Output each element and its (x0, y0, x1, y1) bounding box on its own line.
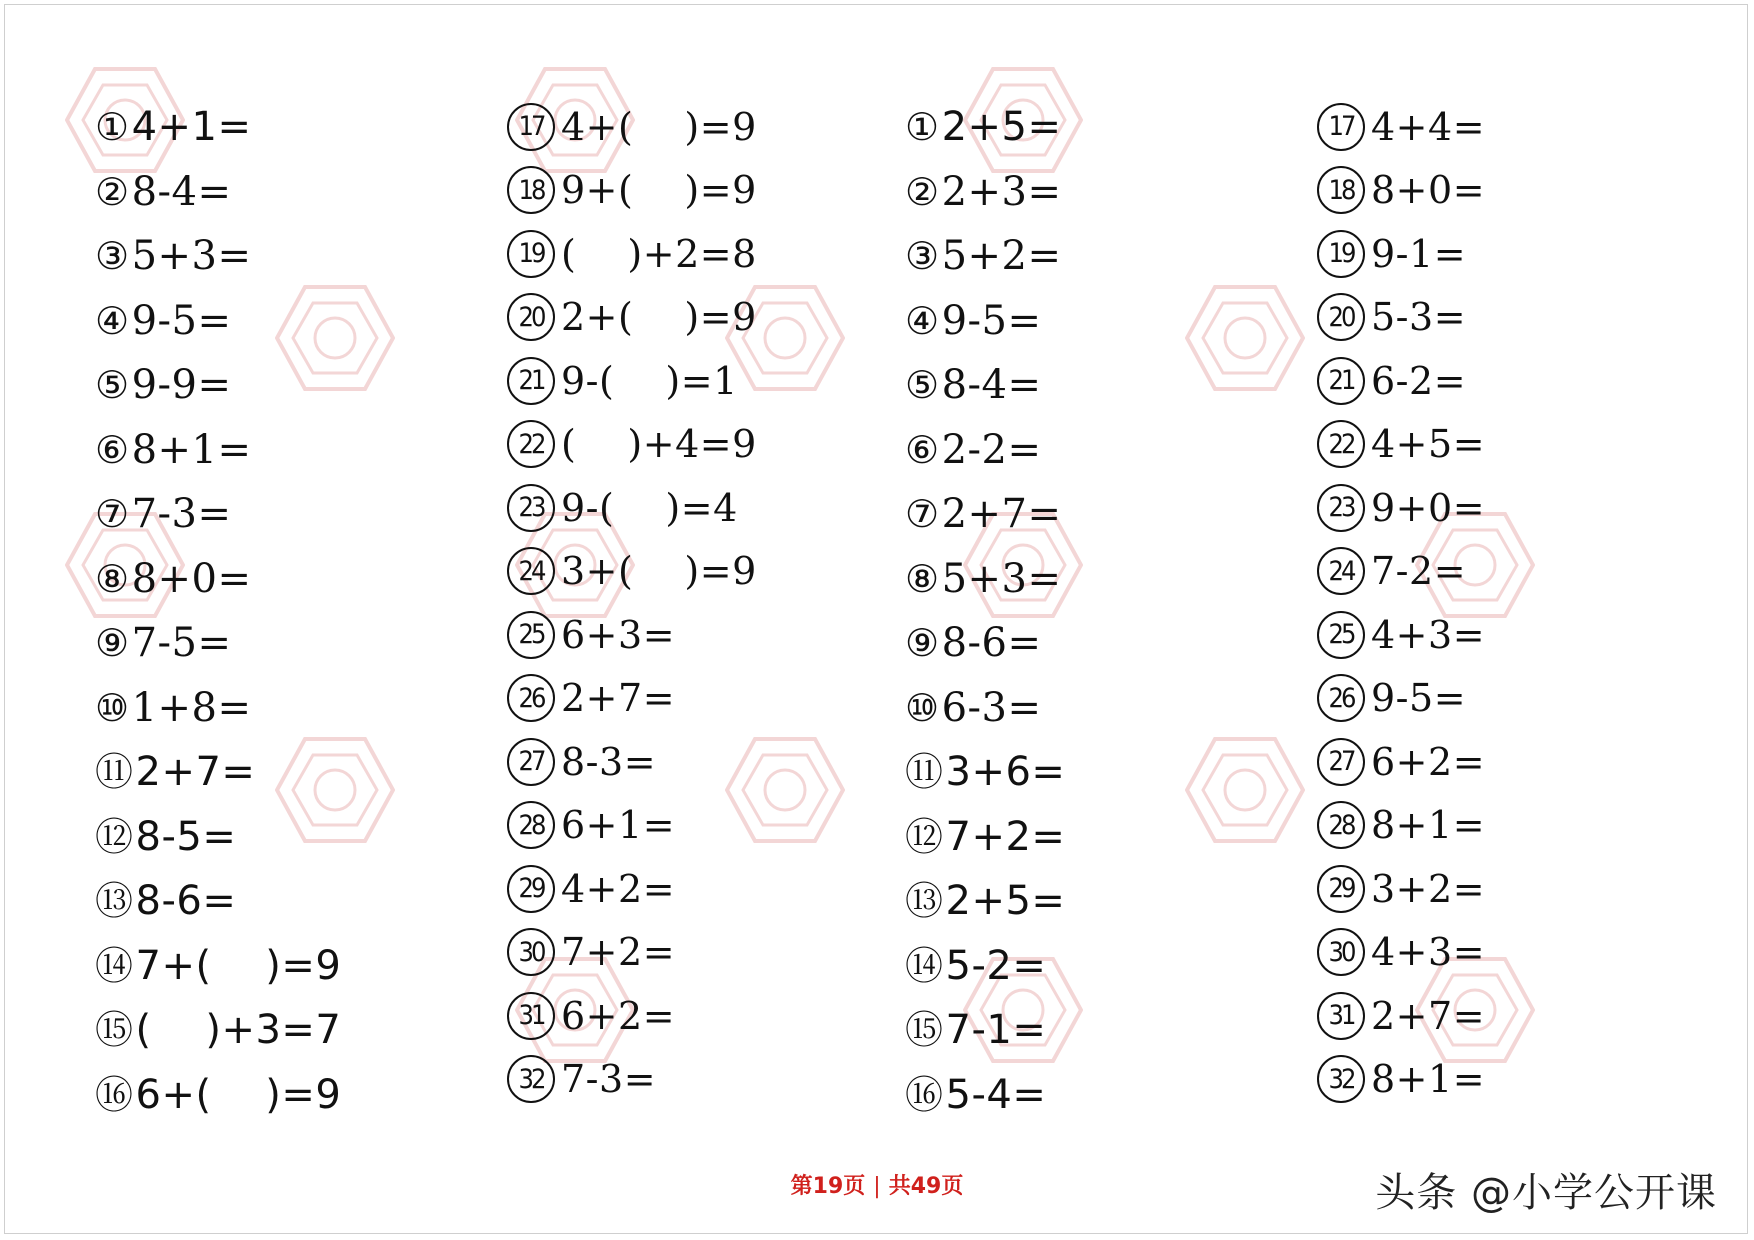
problem-expression: 8+0= (1371, 168, 1486, 213)
problem-expression: 9+0= (1371, 485, 1486, 530)
problem-row (905, 805, 1065, 870)
problem-number: ② (905, 169, 940, 214)
problem-row (507, 730, 757, 794)
problem-row (905, 160, 1065, 225)
problem-row (905, 353, 1065, 418)
problem-row (507, 667, 757, 731)
problem-row (1317, 794, 1485, 858)
problem-row (1317, 603, 1485, 667)
problem-row (95, 1063, 341, 1128)
problem-number: 23 (507, 484, 555, 532)
problem-number: 25 (507, 611, 555, 659)
problem-row (95, 676, 341, 741)
problem-row (95, 95, 341, 160)
problem-number: 20 (507, 293, 555, 341)
problem-expression: 5+3= (131, 233, 252, 280)
problem-row (507, 921, 757, 985)
problem-number: 30 (1317, 928, 1365, 976)
problem-expression: 7+2= (945, 813, 1066, 860)
problem-row (95, 869, 341, 934)
page-number: 第19页 (790, 1174, 866, 1199)
problem-number: ⑨ (905, 621, 940, 666)
problem-number: 31 (507, 992, 555, 1040)
problem-number: 17 (1317, 103, 1365, 151)
problem-expression: 8-6= (941, 620, 1042, 667)
problem-number: ⑪ (905, 750, 944, 795)
problem-row (1317, 857, 1485, 921)
problem-expression: 3+6= (945, 749, 1066, 796)
problem-expression: 6+2= (561, 993, 676, 1038)
problem-row (905, 95, 1065, 160)
problem-expression: 7-1= (945, 1007, 1047, 1054)
problem-row (507, 540, 757, 604)
problem-row (95, 224, 341, 289)
problem-row (507, 159, 757, 223)
problem-row (905, 869, 1065, 934)
problem-number: ⑧ (95, 556, 130, 601)
problem-expression: 5-4= (945, 1071, 1047, 1118)
column-2 (507, 95, 757, 1111)
problem-row (905, 482, 1065, 547)
problem-expression: 7-2= (1371, 549, 1467, 594)
problem-number: 24 (507, 547, 555, 595)
problem-row (905, 934, 1065, 999)
problem-number: 28 (507, 801, 555, 849)
problem-row (507, 603, 757, 667)
problem-expression: 6+2= (1371, 739, 1486, 784)
problem-number: 19 (1317, 230, 1365, 278)
problem-expression: 6-3= (941, 684, 1042, 731)
problem-expression: 5+2= (941, 233, 1062, 280)
problem-number: 26 (507, 674, 555, 722)
page-total: 共49页 (888, 1174, 964, 1199)
problem-expression: 8+1= (1371, 803, 1486, 848)
problem-row (1317, 476, 1485, 540)
problem-number: ⑯ (905, 1072, 944, 1117)
problem-row (95, 611, 341, 676)
problem-expression: 5+3= (941, 555, 1062, 602)
problem-row (507, 413, 757, 477)
problem-number: ⑫ (905, 814, 944, 859)
problem-number: ④ (905, 298, 940, 343)
problem-number: ② (95, 169, 130, 214)
problem-row (507, 857, 757, 921)
problem-expression: 9+( )=9 (561, 168, 757, 213)
brand-watermark: 头条 @小学公开课 (1375, 1170, 1717, 1216)
problem-row (95, 805, 341, 870)
problem-number: 26 (1317, 674, 1365, 722)
problem-number: ④ (95, 298, 130, 343)
problem-number: ⑬ (905, 879, 944, 924)
problem-row (905, 224, 1065, 289)
problem-number: 25 (1317, 611, 1365, 659)
problem-row (95, 418, 341, 483)
problem-row (1317, 730, 1485, 794)
problem-expression: 8-5= (135, 813, 237, 860)
problem-expression: 4+( )=9 (561, 104, 757, 149)
hexagon-watermark-icon (1185, 283, 1305, 393)
problem-number: 32 (507, 1055, 555, 1103)
problem-expression: 9-5= (941, 297, 1042, 344)
problem-expression: 9-( )=4 (561, 485, 738, 530)
problem-expression: 3+2= (1371, 866, 1486, 911)
problem-row (507, 984, 757, 1048)
problem-row (507, 1048, 757, 1112)
problem-number: ① (95, 105, 130, 150)
problem-row (1317, 349, 1485, 413)
problem-row (95, 482, 341, 547)
problem-expression: 6+1= (561, 803, 676, 848)
problem-number: ⑮ (905, 1008, 944, 1053)
problem-expression: ( )+3=7 (135, 1007, 342, 1054)
problem-expression: 4+4= (1371, 104, 1486, 149)
problem-number: 27 (1317, 738, 1365, 786)
problem-number: ⑩ (905, 685, 940, 730)
problem-row (1317, 286, 1485, 350)
problem-number: 21 (507, 357, 555, 405)
problem-expression: 4+2= (561, 866, 676, 911)
problem-number: ⑮ (95, 1008, 134, 1053)
problem-number: ⑯ (95, 1072, 134, 1117)
problem-expression: 4+3= (1371, 612, 1486, 657)
problem-expression: 5-2= (945, 942, 1047, 989)
problem-row (1317, 159, 1485, 223)
problem-row (95, 353, 341, 418)
problem-row (507, 286, 757, 350)
problem-expression: 6-2= (1371, 358, 1467, 403)
problem-expression: 6+3= (561, 612, 676, 657)
problem-expression: 7-5= (131, 620, 232, 667)
problem-row (905, 1063, 1065, 1128)
problem-number: ⑤ (95, 363, 130, 408)
problem-row (507, 476, 757, 540)
problem-expression: 7-3= (131, 491, 232, 538)
problem-row (95, 998, 341, 1063)
column-4 (1317, 95, 1485, 1111)
problem-expression: 8+0= (131, 555, 252, 602)
problem-number: ⑫ (95, 814, 134, 859)
problem-row (905, 676, 1065, 741)
problem-number: ⑬ (95, 879, 134, 924)
problem-expression: 4+3= (1371, 930, 1486, 975)
problem-expression: 7+2= (561, 930, 676, 975)
problem-row (507, 794, 757, 858)
hexagon-watermark-icon (1185, 735, 1305, 845)
problem-expression: 4+5= (1371, 422, 1486, 467)
problem-expression: 4+1= (131, 104, 252, 151)
worksheet-page (4, 4, 1748, 1234)
problem-number: 30 (507, 928, 555, 976)
problem-expression: 2+7= (941, 491, 1062, 538)
problem-number: 27 (507, 738, 555, 786)
problem-number: 29 (507, 865, 555, 913)
problem-number: 28 (1317, 801, 1365, 849)
problem-number: ⑥ (95, 427, 130, 472)
problem-row (507, 222, 757, 286)
problem-expression: ( )+2=8 (561, 231, 757, 276)
problem-expression: 8-6= (135, 878, 237, 925)
problem-expression: 1+8= (131, 684, 252, 731)
problem-number: ③ (95, 234, 130, 279)
problem-expression: 9-9= (131, 362, 232, 409)
problem-expression: 9-1= (1371, 231, 1467, 276)
problem-expression: 9-( )=1 (561, 358, 738, 403)
problem-number: ⑤ (905, 363, 940, 408)
problem-row (95, 160, 341, 225)
problem-number: ⑭ (905, 943, 944, 988)
problem-expression: 2+7= (561, 676, 676, 721)
problem-expression: 2+7= (1371, 993, 1486, 1038)
problem-expression: 8-4= (941, 362, 1042, 409)
problem-expression: 9-5= (131, 297, 232, 344)
problem-expression: 2-2= (941, 426, 1042, 473)
problem-number: 17 (507, 103, 555, 151)
problem-row (1317, 95, 1485, 159)
problem-number: ⑥ (905, 427, 940, 472)
problem-row (1317, 921, 1485, 985)
problem-number: ③ (905, 234, 940, 279)
problem-row (95, 740, 341, 805)
problem-number: ⑦ (95, 492, 130, 537)
problem-number: 22 (1317, 420, 1365, 468)
problem-expression: 8+1= (1371, 1057, 1486, 1102)
problem-row (95, 289, 341, 354)
problem-number: ⑨ (95, 621, 130, 666)
problem-number: ⑩ (95, 685, 130, 730)
problem-number: 32 (1317, 1055, 1365, 1103)
problem-number: ⑪ (95, 750, 134, 795)
problem-expression: 2+7= (135, 749, 256, 796)
problem-row (1317, 667, 1485, 731)
problem-number: 22 (507, 420, 555, 468)
problem-number: 23 (1317, 484, 1365, 532)
column-1 (95, 95, 341, 1127)
footer-separator: | (873, 1174, 881, 1199)
problem-number: 18 (1317, 166, 1365, 214)
problem-row (95, 934, 341, 999)
problem-number: 29 (1317, 865, 1365, 913)
problem-row (1317, 984, 1485, 1048)
problem-number: ⑧ (905, 556, 940, 601)
problem-number: 18 (507, 166, 555, 214)
problem-number: 24 (1317, 547, 1365, 595)
problem-number: 19 (507, 230, 555, 278)
problem-row (507, 349, 757, 413)
problem-expression: 9-5= (1371, 676, 1467, 721)
problem-expression: 2+( )=9 (561, 295, 757, 340)
problem-expression: 3+( )=9 (561, 549, 757, 594)
problem-number: 21 (1317, 357, 1365, 405)
problem-expression: 7-3= (561, 1057, 657, 1102)
problem-number: ① (905, 105, 940, 150)
problem-row (95, 547, 341, 612)
problem-number: ⑭ (95, 943, 134, 988)
problem-number: 31 (1317, 992, 1365, 1040)
problem-row (1317, 1048, 1485, 1112)
problem-row (905, 418, 1065, 483)
problem-expression: 2+3= (941, 168, 1062, 215)
problem-row (905, 611, 1065, 676)
problem-expression: 2+5= (941, 104, 1062, 151)
problem-expression: 6+( )=9 (135, 1071, 342, 1118)
problem-row (1317, 413, 1485, 477)
problem-row (507, 95, 757, 159)
problem-row (1317, 222, 1485, 286)
problem-expression: 7+( )=9 (135, 942, 342, 989)
problem-row (905, 289, 1065, 354)
problem-number: 20 (1317, 293, 1365, 341)
problem-row (1317, 540, 1485, 604)
problem-expression: 8-3= (561, 739, 657, 784)
column-3 (905, 95, 1065, 1127)
problem-row (905, 547, 1065, 612)
problem-row (905, 740, 1065, 805)
problem-expression: 2+5= (945, 878, 1066, 925)
problem-number: ⑦ (905, 492, 940, 537)
problem-expression: 8+1= (131, 426, 252, 473)
problem-row (905, 998, 1065, 1063)
problem-expression: ( )+4=9 (561, 422, 757, 467)
problem-expression: 8-4= (131, 168, 232, 215)
problem-expression: 5-3= (1371, 295, 1467, 340)
